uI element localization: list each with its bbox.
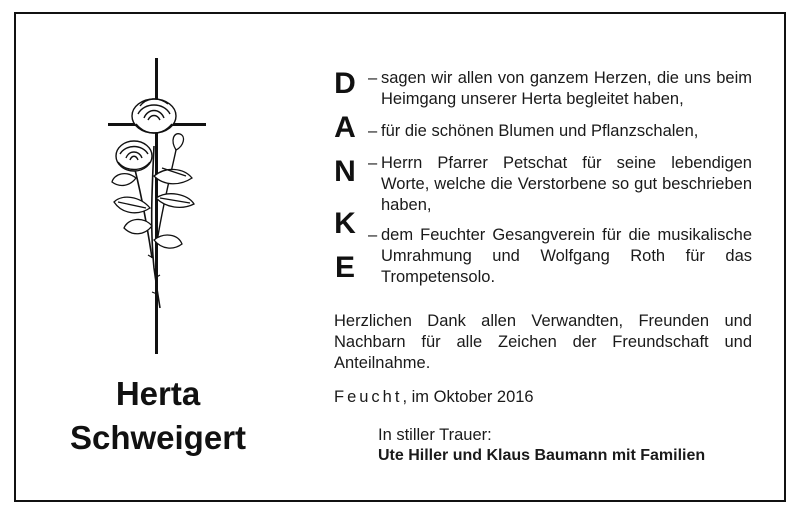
- cross-with-roses-icon: [96, 58, 216, 356]
- place-date: [334, 387, 534, 408]
- bullet-dash: –: [368, 122, 378, 140]
- thanks-item: [368, 225, 752, 288]
- bullet-dash: –: [368, 226, 378, 244]
- thanks-item-text: für die schönen Blumen und Pflanzschalen,: [381, 122, 699, 140]
- thanks-item-text: dem Feuchter Gesangverein für die musikalische Umrahmung und Wolfgang Roth für das Trompetensolo.: [381, 226, 752, 286]
- thanks-item: [368, 153, 752, 216]
- mourning-label: In stiller Trauer:: [378, 426, 492, 444]
- signature: Ute Hiller und Klaus Baumann mit Familien: [378, 447, 706, 464]
- thanks-item-text: sagen wir allen von ganzem Herzen, die uns beim Heimgang unserer Herta begleitet haben,: [381, 69, 752, 108]
- date-text: , im Oktober 2016: [402, 388, 534, 406]
- deceased-first-name: Herta: [115, 375, 201, 412]
- bullet-dash: –: [368, 69, 378, 87]
- danke-letter-e: E: [334, 251, 355, 284]
- deceased-name: [38, 372, 278, 460]
- thanks-item: [368, 68, 752, 110]
- thanks-item: [368, 121, 752, 142]
- danke-letter-a: A: [334, 111, 356, 144]
- deceased-last-name: Schweigert: [69, 419, 247, 456]
- place-name: Feucht: [334, 388, 403, 406]
- danke-letter-k: K: [334, 207, 356, 240]
- danke-letter-n: N: [334, 155, 356, 188]
- closing-paragraph: Herzlichen Dank allen Verwandten, Freunden und Nachbarn für alle Zeichen der Freundschaft und Anteilnahme.: [334, 312, 752, 372]
- danke-letter-d: D: [334, 67, 356, 100]
- thanks-item-text: Herrn Pfarrer Petschat für seine lebendigen Worte, welche die Verstorbene so gut beschrieben haben,: [381, 154, 752, 214]
- bullet-dash: –: [368, 154, 378, 172]
